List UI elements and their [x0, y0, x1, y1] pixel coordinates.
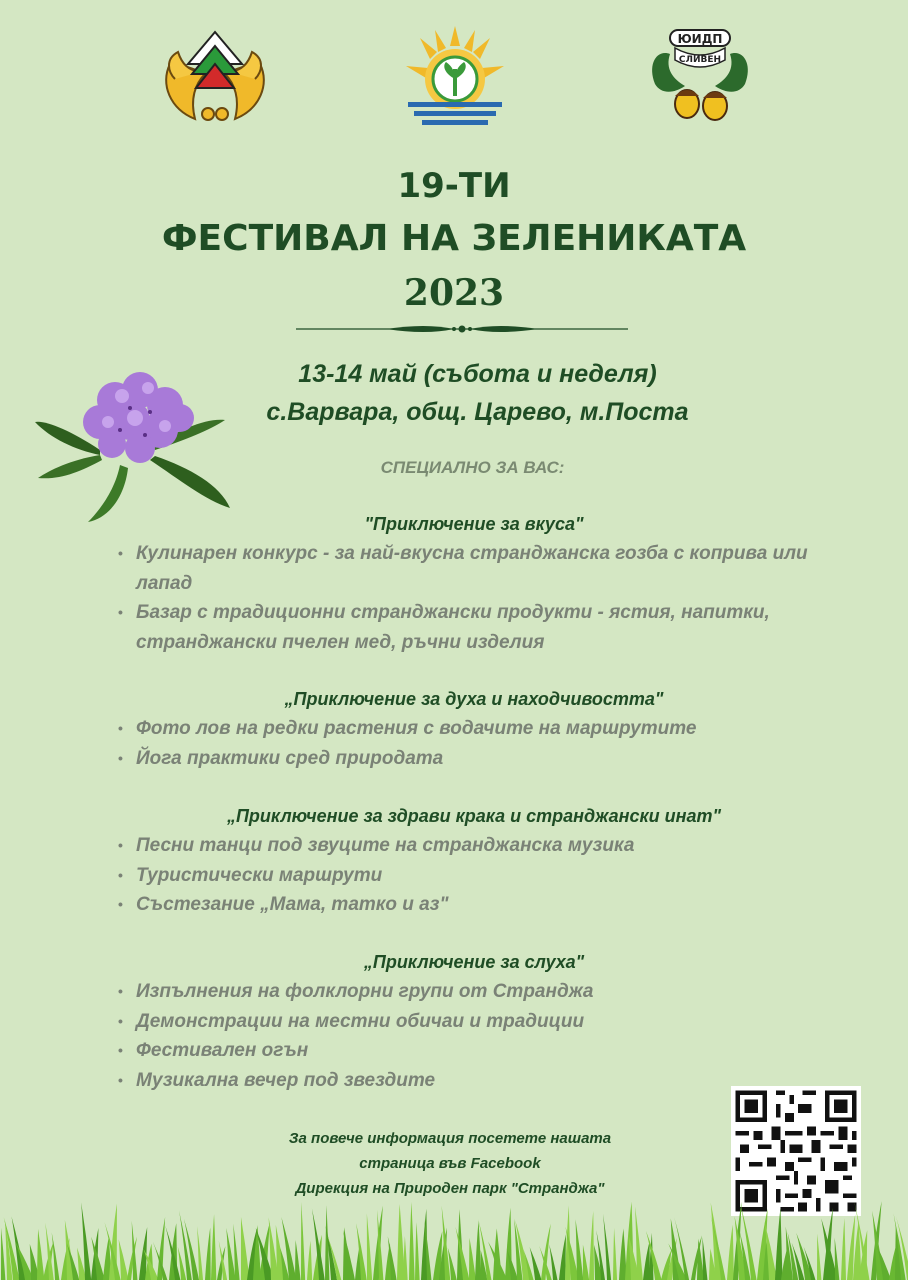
title-year: 2023 [403, 272, 505, 314]
list-item: • Фестивален огън [118, 1040, 309, 1061]
event-place: с.Варвара, общ. Царево, м.Поста [266, 398, 689, 426]
section-title-taste: "Приключение за вкуса" [364, 514, 584, 534]
ranger-club-emblem-icon [645, 24, 755, 128]
footer-line-3: Дирекция на Природен парк "Странджа" [295, 1180, 605, 1197]
section-title-hearing: „Приключение за слуха" [363, 952, 585, 972]
qr-code-icon[interactable] [731, 1086, 861, 1216]
list-item: • Фото лов на редки растения с водачите на маршрутите [118, 718, 697, 739]
list-item: • Базар с традиционни странджански продукти - ястия, напитки, странджански пчелен мед, ръчни изделия [118, 602, 770, 653]
list-item: • Йога практики сред природата [118, 747, 444, 769]
title-festival: ФЕСТИВАЛ НА ЗЕЛЕНИКАТА [161, 218, 747, 259]
ornament-divider [296, 320, 628, 338]
section-title-spirit: „Приключение за духа и находчивостта" [284, 689, 664, 709]
section-list-legs [118, 831, 858, 920]
section-list-spirit [118, 714, 858, 773]
title-edition: 19-ТИ [397, 166, 511, 206]
section-list-hearing [118, 977, 858, 1095]
list-item: • Кулинарен конкурс - за най-вкусна странджанска гозба с коприва или лапад [118, 543, 808, 594]
footer-line-2: страница във Facebook [359, 1155, 541, 1172]
event-date: 13-14 май (събота и неделя) [298, 360, 657, 388]
grass-decoration [0, 1200, 908, 1280]
logo-right-top-text: ЮИДП [677, 32, 723, 46]
footer-info [200, 1126, 700, 1201]
logo-right-bottom-text: СЛИВЕН [678, 55, 722, 65]
forestry-emblem-icon [160, 24, 270, 128]
section-title-legs: „Приключение за здрави крака и странджански инат" [226, 806, 722, 826]
footer-line-1: За повече информация посетете нашата [288, 1130, 612, 1147]
list-item: • Демонстрации на местни обичаи и традиции [118, 1010, 585, 1032]
section-list-taste [118, 539, 858, 657]
list-item: • Музикална вечер под звездите [118, 1069, 436, 1091]
list-item: • Туристически маршрути [118, 864, 383, 886]
list-item: • Изпълнения на фолклорни групи от Странджа [118, 981, 594, 1002]
list-item: • Състезание „Мама, татко и аз" [118, 894, 449, 915]
list-item: • Песни танци под звуците на странджанска музика [118, 835, 635, 856]
nature-park-emblem-icon [400, 24, 510, 128]
special-label: СПЕЦИАЛНО ЗА ВАС: [380, 458, 565, 477]
